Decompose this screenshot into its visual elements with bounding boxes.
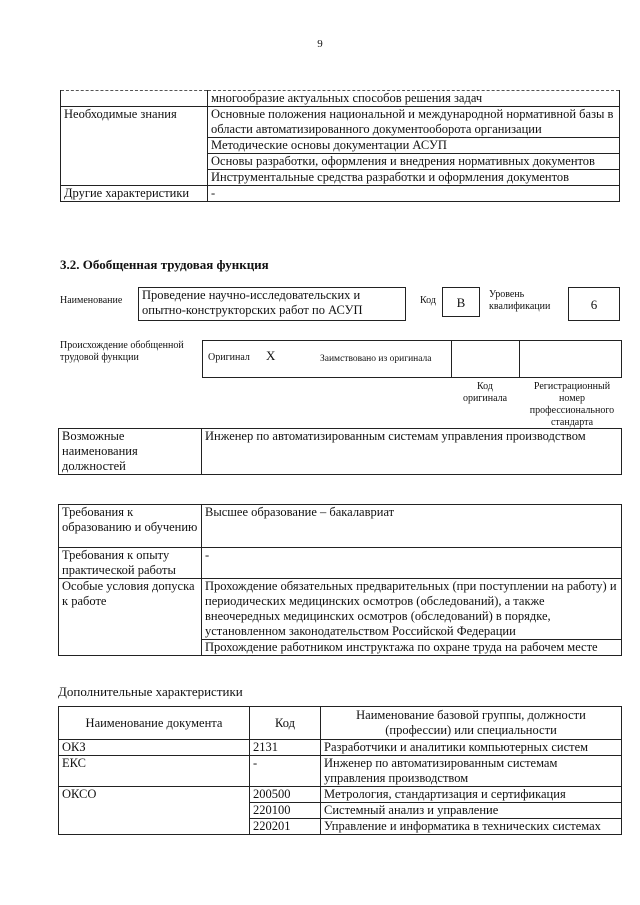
- divider: [451, 340, 452, 378]
- knowledge-item: Инструментальные средства разработки и оформления документов: [208, 170, 620, 186]
- doc-code: 220100: [250, 803, 321, 819]
- doc-title: Разработчики и аналитики компьютерных систем: [321, 740, 622, 756]
- function-name: Проведение научно-исследовательских и опытно-конструкторских работ по АСУП: [138, 287, 406, 321]
- doc-title: Управление и информатика в технических системах: [321, 819, 622, 835]
- knowledge-item: Методические основы документации АСУП: [208, 138, 620, 154]
- continuation-text: многообразие актуальных способов решения задач: [208, 91, 620, 107]
- doc-code: 200500: [250, 787, 321, 803]
- doc-title: Метрология, стандартизация и сертификация: [321, 787, 622, 803]
- doc-code: 2131: [250, 740, 321, 756]
- extra-table: [58, 706, 622, 835]
- doc-title: Системный анализ и управление: [321, 803, 622, 819]
- name-label: Наименование: [60, 295, 123, 306]
- origin-label: Происхождение обобщенной трудовой функции: [60, 340, 184, 363]
- original-mark: X: [266, 348, 276, 363]
- doc-code: 220201: [250, 819, 321, 835]
- other-label: Другие характеристики: [61, 186, 208, 202]
- extra-title: Дополнительные характеристики: [58, 684, 243, 699]
- other-value: -: [208, 186, 620, 202]
- column-header: Наименование базовой группы, должности (профессии) или специальности: [321, 707, 622, 740]
- doc-name: ОКЗ: [59, 740, 250, 756]
- knowledge-label: Необходимые знания: [61, 107, 208, 186]
- doc-name: ОКСО: [59, 787, 250, 835]
- level-label: Уровень квалификации: [489, 289, 551, 312]
- page-number: 9: [317, 38, 323, 50]
- knowledge-table: [60, 90, 620, 202]
- column-header: Наименование документа: [59, 707, 250, 740]
- doc-name: ЕКС: [59, 756, 250, 787]
- requirement-label: Особые условия допуска к работе: [59, 579, 202, 656]
- requirements-table: [58, 504, 622, 656]
- requirement-label: Требования к образованию и обучению: [59, 505, 202, 548]
- doc-title: Инженер по автоматизированным системам управления производством: [321, 756, 622, 787]
- level-value: 6: [568, 287, 620, 321]
- requirement-value: Прохождение работником инструктажа по охране труда на рабочем месте: [202, 640, 622, 656]
- original-label: Оригинал: [208, 352, 250, 363]
- empty-cell: [61, 91, 208, 107]
- knowledge-item: Основные положения национальной и международной нормативной базы в области автоматизированного документооборота организации: [208, 107, 620, 138]
- divider: [519, 340, 520, 378]
- column-header: Код: [250, 707, 321, 740]
- requirement-value: Высшее образование – бакалавриат: [202, 505, 622, 548]
- borrowed-label: Заимствовано из оригинала: [320, 354, 432, 364]
- requirement-value: -: [202, 548, 622, 579]
- code-value: B: [442, 287, 480, 317]
- posts-label: Возможные наименования должностей: [59, 429, 202, 475]
- requirement-value: Прохождение обязательных предварительных (при поступлении на работу) и периодических медицинских осмотров (обследований), а также внеочередных медицинских осмотров (обследований) в порядке, установленном законодательством Российской Федерации: [202, 579, 622, 640]
- posts-table: [58, 428, 622, 475]
- requirement-label: Требования к опыту практической работы: [59, 548, 202, 579]
- posts-value: Инженер по автоматизированным системам управления производством: [202, 429, 622, 475]
- section-title: 3.2. Обобщенная трудовая функция: [60, 257, 269, 272]
- doc-code: -: [250, 756, 321, 787]
- code-label: Код: [420, 295, 436, 306]
- reg-number-label: Регистрационный номер профессионального стандарта: [529, 381, 615, 428]
- knowledge-item: Основы разработки, оформления и внедрения нормативных документов: [208, 154, 620, 170]
- code-original-label: Код оригинала: [462, 381, 508, 404]
